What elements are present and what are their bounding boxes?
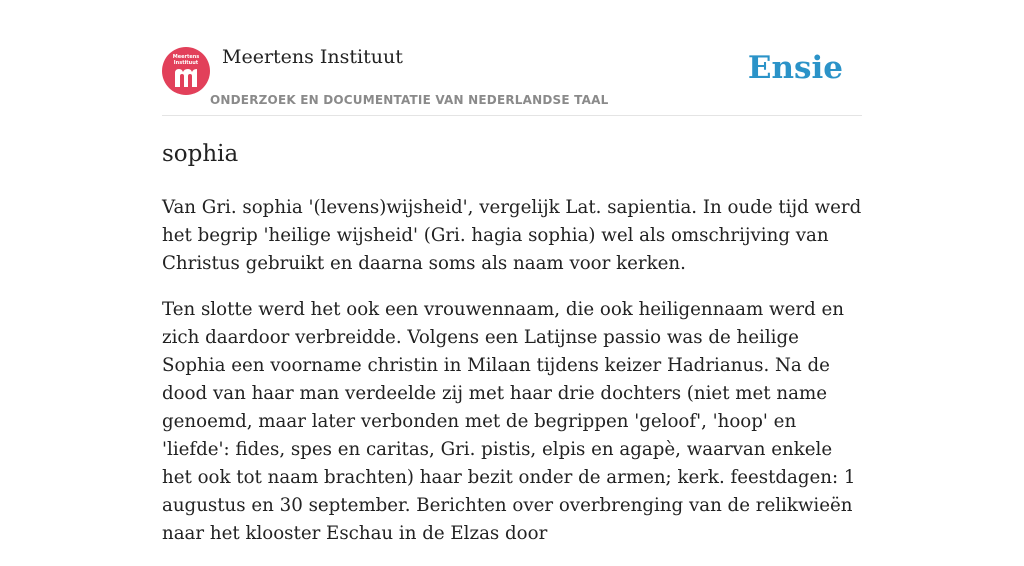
logo-text: Meertens Instituut (172, 54, 200, 66)
entry-paragraph-2: Ten slotte werd het ook een vrouwennaam, die ook heiligennaam werd en zich daardoor verbreidde. Volgens een Latijnse passio was de heilige Sophia een voorname christin in Milaan tijdens keizer Hadrianus. Na de dood van haar man verdeelde zij met haar drie dochters (niet met name genoemd, maar later verbonden met de begrippen 'geloof', 'hoop' en 'liefde': fides, spes en caritas, Gri. pistis, elpis en agapè, waarvan enkele het ook tot naam brachten) haar bezit onder de armen; kerk. feestdagen: 1 augustus en 30 september. Berichten over overbrenging van de relikwieën naar het klooster Eschau in de Elzas door (162, 299, 856, 544)
ensie-brand-link[interactable]: Ensie (747, 50, 843, 86)
meertens-logo[interactable] (162, 47, 210, 95)
entry-paragraph-1: Van Gri. sophia '(levens)wijsheid', vergelijk Lat. sapientia. In oude tijd werd het begrip 'heilige wijsheid' (Gri. hagia sophia) wel als omschrijving van Christus gebruikt en daarna soms als naam voor kerken. (162, 197, 862, 274)
site-header (162, 0, 862, 116)
institute-name[interactable]: Meertens Instituut (222, 46, 403, 68)
m-logo-icon (173, 67, 199, 89)
entry-content (162, 138, 862, 566)
tagline: ONDERZOEK EN DOCUMENTATIE VAN NEDERLANDSE TAAL (210, 93, 609, 107)
entry-title: sophia (162, 141, 239, 167)
